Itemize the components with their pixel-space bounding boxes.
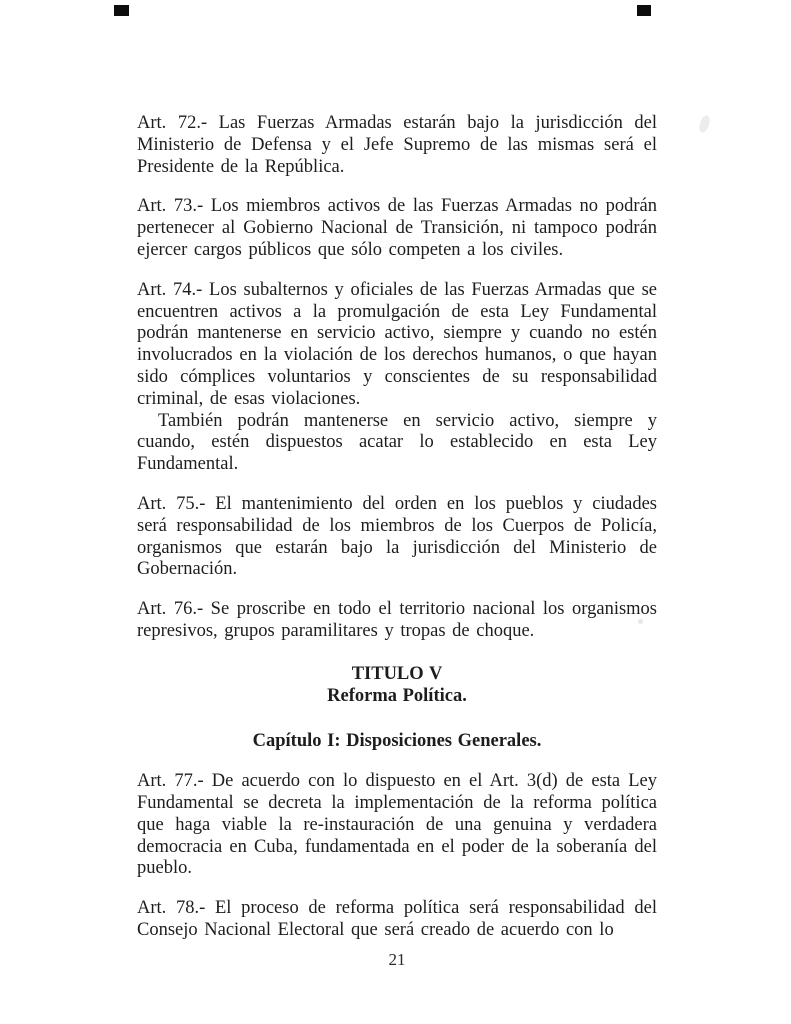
scan-smudge-right-margin	[697, 114, 711, 134]
scan-artifact-top-right	[637, 5, 651, 16]
chapter-heading-capitulo-i: Capítulo I: Disposiciones Generales.	[252, 731, 542, 752]
scan-artifact-top-left	[114, 5, 129, 16]
title-heading-reforma-politica: Reforma Política.	[327, 685, 467, 706]
article-77-paragraph: Art. 77.- De acuerdo con lo dispuesto en el Art. 3(d) de esta Ley Fundamental se decreta la implementación de la reforma política que haga viable la re-instauración de una genuina y verdadera democracia en Cuba, fundamentada en el poder de la soberanía del pueblo.	[137, 771, 657, 879]
article-78-paragraph: Art. 78.- El proceso de reforma política será responsabilidad del Consejo Nacional Electoral que será creado de acuerdo con lo	[137, 898, 657, 940]
article-76-paragraph: Art. 76.- Se proscribe en todo el territorio nacional los organismos represivos, grupos paramilitares y tropas de choque.	[137, 599, 657, 641]
article-75-paragraph: Art. 75.- El mantenimiento del orden en los pueblos y ciudades será responsabilidad de los miembros de los Cuerpos de Policía, organismos que estarán bajo la jurisdicción del Ministerio de Gobernación.	[137, 493, 657, 580]
title-heading-titulo-v: TITULO V	[351, 663, 443, 684]
page-number: 21	[388, 950, 406, 969]
article-74-paragraph: Art. 74.- Los subalternos y oficiales de las Fuerzas Armadas que se encuentren activos a la promulgación de esta Ley Fundamental podrán mantenerse en servicio activo, siempre y cuando no estén involucrados en la violación de los derechos humanos, o que hayan sido cómplices voluntarios y conscientes de su responsabilidad criminal, de esas violaciones.	[137, 279, 657, 409]
article-72-paragraph: Art. 72.- Las Fuerzas Armadas estarán bajo la jurisdicción del Ministerio de Defensa y el Jefe Supremo de las mismas será el Presidente de la República.	[137, 113, 657, 177]
article-73-paragraph: Art. 73.- Los miembros activos de las Fuerzas Armadas no podrán pertenecer al Gobierno Nacional de Transición, ni tampoco podrán ejercer cargos públicos que sólo competen a los civiles.	[137, 196, 657, 260]
article-74-continuation-paragraph: También podrán mantenerse en servicio activo, siempre y cuando, estén dispuestos acatar lo establecido en esta Ley Fundamental.	[137, 410, 657, 475]
text-column	[137, 113, 657, 942]
